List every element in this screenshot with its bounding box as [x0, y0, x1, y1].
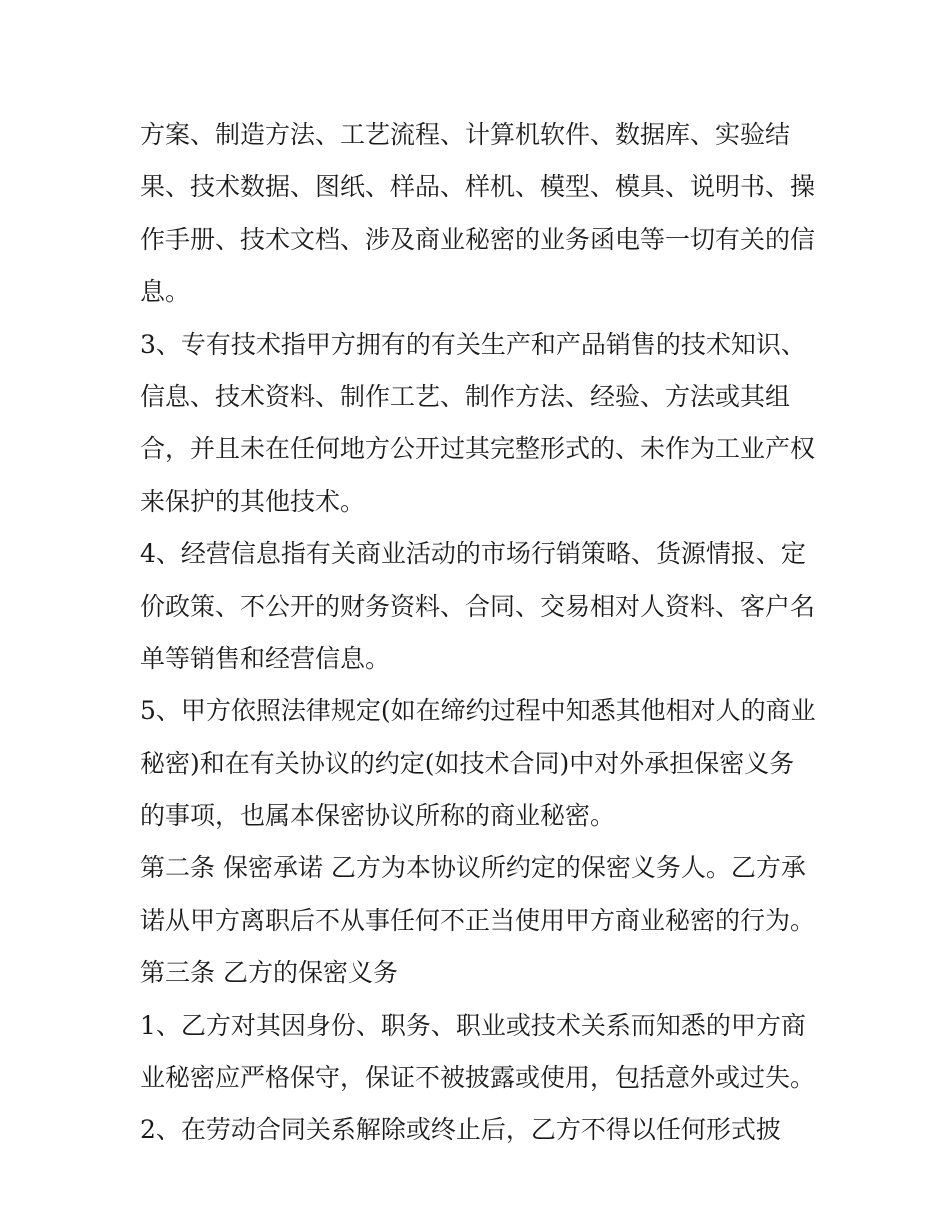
clause-3-line-2: 信息、技术资料、制作工艺、制作方法、经验、方法或其组 — [140, 381, 791, 411]
article-3-heading: 第三条 乙方的保密义务 — [140, 958, 398, 988]
clause-3-line-3: 合，并且未在任何地方公开过其完整形式的、未作为工业产权 — [140, 434, 816, 464]
article-2-line-1: 第二条 保密承诺 乙方为本协议所约定的保密义务人。乙方承 — [140, 853, 806, 883]
clause-3-line-1: 3、专有技术指甲方拥有的有关生产和产品销售的技术知识、 — [140, 329, 806, 359]
article-2-line-2: 诺从甲方离职后不从事任何不正当使用甲方商业秘密的行为。 — [140, 905, 816, 935]
clause-4-line-3: 单等销售和经营信息。 — [140, 643, 391, 673]
clause-3-line-4: 来保护的其他技术。 — [140, 486, 366, 516]
document-body — [140, 109, 820, 1157]
text-line-3: 作手册、技术文档、涉及商业秘密的业务函电等一切有关的信 — [140, 224, 816, 254]
text-line-2: 果、技术数据、图纸、样品、样机、模型、模具、说明书、操 — [140, 172, 816, 202]
text-line-1: 方案、制造方法、工艺流程、计算机软件、数据库、实验结 — [140, 120, 791, 149]
clause-4-line-1: 4、经营信息指有关商业活动的市场行销策略、货源情报、定 — [140, 539, 806, 569]
clause-5-line-2: 秘密)和在有关协议的约定(如技术合同)中对外承担保密义务 — [140, 748, 795, 778]
clause-5-line-3: 的事项，也属本保密协议所称的商业秘密。 — [140, 801, 616, 831]
obligation-2-line-1: 2、在劳动合同关系解除或终止后，乙方不得以任何形式披 — [140, 1115, 781, 1145]
obligation-1-line-2: 业秘密应严格保守，保证不被披露或使用，包括意外或过失。 — [140, 1063, 816, 1093]
obligation-1-line-1: 1、乙方对其因身份、职务、职业或技术关系而知悉的甲方商 — [140, 1010, 806, 1040]
clause-5-line-1: 5、甲方依照法律规定(如在缔约过程中知悉其他相对人的商业 — [140, 696, 816, 726]
text-line-4: 息。 — [140, 277, 191, 307]
clause-4-line-2: 价政策、不公开的财务资料、合同、交易相对人资料、客户名 — [140, 591, 816, 621]
